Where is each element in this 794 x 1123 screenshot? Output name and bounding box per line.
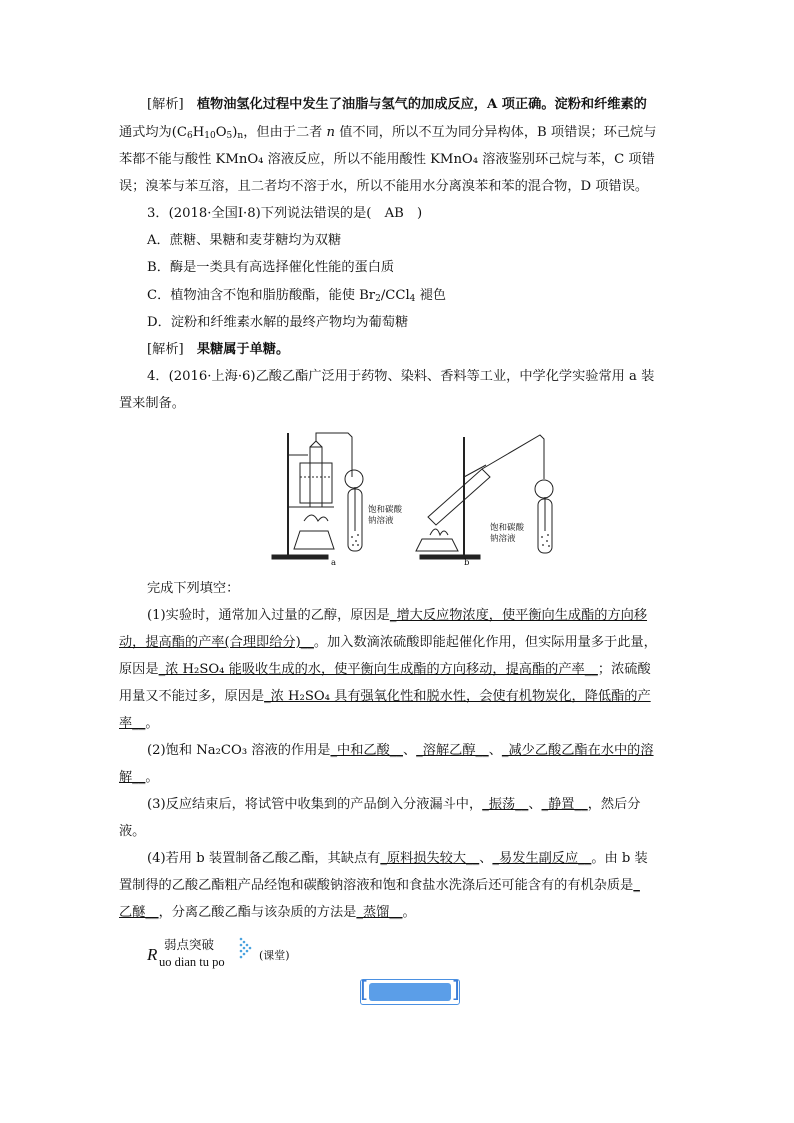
- water-bath-beaker: [300, 463, 332, 503]
- q4-p1-line-1: (1)实验时，通常加入过量的乙醇，原因是_增大反应物浓度，使平衡向生成酯的方向移: [147, 608, 648, 623]
- section-tag: (课堂): [259, 949, 290, 962]
- figure-caption-a: a: [331, 558, 337, 568]
- analysis-1-line-3: 苯都不能与酸性 KMnO₄ 溶液反应，所以不能用酸性 KMnO₄ 溶液鉴别环己烷与苯，C 项错: [119, 152, 655, 167]
- q3-option-d: D．淀粉和纤维素水解的最终产物均为葡萄糖: [147, 315, 409, 330]
- bulb-a: [345, 470, 363, 488]
- apparatus-figure: [268, 427, 560, 569]
- q3-option-b: B．酶是一类具有高选择催化性能的蛋白质: [147, 260, 395, 275]
- q3-option-a: A．蔗糖、果糖和麦芽糖均为双糖: [147, 233, 342, 248]
- q4-stem-line-1: 4．(2016·上海·6)乙酸乙酯广泛用于药物、染料、香料等工业，中学化学实验常用 a 装: [147, 369, 655, 384]
- flame-a: [304, 515, 328, 521]
- q4-p4-line-3: 乙醚__，分离乙酸乙酯与该杂质的方法是_蒸馏__。: [119, 905, 416, 920]
- stand-base-a: [272, 555, 328, 559]
- analysis-1-line-1: [解析] 植物油氢化过程中发生了油脂与氢气的加成反应，A 项正确。淀粉和纤维素的: [147, 97, 647, 112]
- delivery-tube-b: [482, 435, 544, 479]
- q4-p2-line-1: (2)饱和 Na₂CO₃ 溶液的作用是_中和乙酸__、_溶解乙醇__、_减少乙酸乙酯在水中的溶: [147, 743, 654, 758]
- q4-p3-line-1: (3)反应结束后，将试管中收集到的产品倒入分液漏斗中，_振荡__、_静置__，然后分: [147, 797, 641, 812]
- flame-b: [430, 529, 448, 535]
- q4-p4-line-2: 置制得的乙酸乙酯粗产品经饱和碳酸钠溶液和饱和食盐水洗涤后还可能含有的有机杂质是_: [119, 878, 640, 893]
- section-title: 弱点突破: [164, 937, 215, 952]
- right-bracket-icon: ]: [451, 978, 460, 1003]
- expand-button[interactable]: [360, 979, 460, 1005]
- left-bracket-icon: [: [360, 978, 369, 1003]
- burner-a: [294, 531, 334, 549]
- q4-p3-line-2: 液。: [119, 824, 146, 839]
- q4-p2-line-2: 解__。: [119, 770, 159, 785]
- q4-intro: 完成下列填空：: [147, 581, 240, 596]
- burner-b: [416, 539, 458, 551]
- figure-label-b-solution: 饱和碳酸 钠溶液: [490, 523, 525, 544]
- test-tube-b: [428, 469, 490, 525]
- q3-option-c: C．植物油含不饱和脂肪酸酯，能使 $Br_2/CCl_4$ 褪色: [147, 288, 446, 304]
- dotted-arrow-icon: [239, 937, 255, 961]
- figure-caption-b: b: [464, 558, 470, 568]
- analysis-1-line-2: 通式均为$(C_6H_{10}O_5)_n$，但由于二者 n 值不同，所以不互为同分异构体，B 项错误；环己烷与: [119, 125, 657, 141]
- apparatus-diagram: [268, 427, 560, 569]
- bulb-b: [535, 480, 553, 498]
- q4-p4-line-1: (4)若用 b 装置制备乙酸乙酯，其缺点有_原料损失较大__、_易发生副反应__。由 b 装: [147, 851, 648, 866]
- section-initial: R: [147, 945, 158, 964]
- q4-stem-line-2: 置来制备。: [119, 396, 185, 411]
- q4-p1-line-4: 用量又不能过多，原因是_浓 H₂SO₄ 具有强氧化性和脱水性，会使有机物炭化，降低酯的产: [119, 689, 651, 704]
- figure-label-a-solution: 饱和碳酸 钠溶液: [368, 505, 403, 526]
- q4-p1-line-3: 原因是_浓 H₂SO₄ 能吸收生成的水，使平衡向生成酯的方向移动，提高酯的产率__；浓硫酸: [119, 662, 651, 677]
- q3-stem: 3．(2018·全国Ⅰ·8)下列说法错误的是( AB ): [147, 206, 423, 221]
- button-fill: [369, 983, 451, 1001]
- delivery-tube-a: [316, 433, 352, 477]
- q4-p1-line-2: 动，提高酯的产率(合理即给分)__。加入数滴浓硫酸即能起催化作用，但实际用量多于此量，: [119, 635, 657, 650]
- analysis-label: [解析]: [147, 97, 184, 112]
- section-pinyin: uo dian tu po: [159, 955, 225, 969]
- q3-analysis: [解析] 果糖属于单糖。: [147, 342, 290, 357]
- analysis-1-line-4: 误；溴苯与苯互溶，且二者均不溶于水，所以不能用水分离溴苯和苯的混合物，D 项错误。: [119, 179, 649, 194]
- q4-p1-line-5: 率__。: [119, 716, 159, 731]
- section-heading-weak-points: [147, 935, 307, 971]
- stand-base-b: [420, 555, 480, 559]
